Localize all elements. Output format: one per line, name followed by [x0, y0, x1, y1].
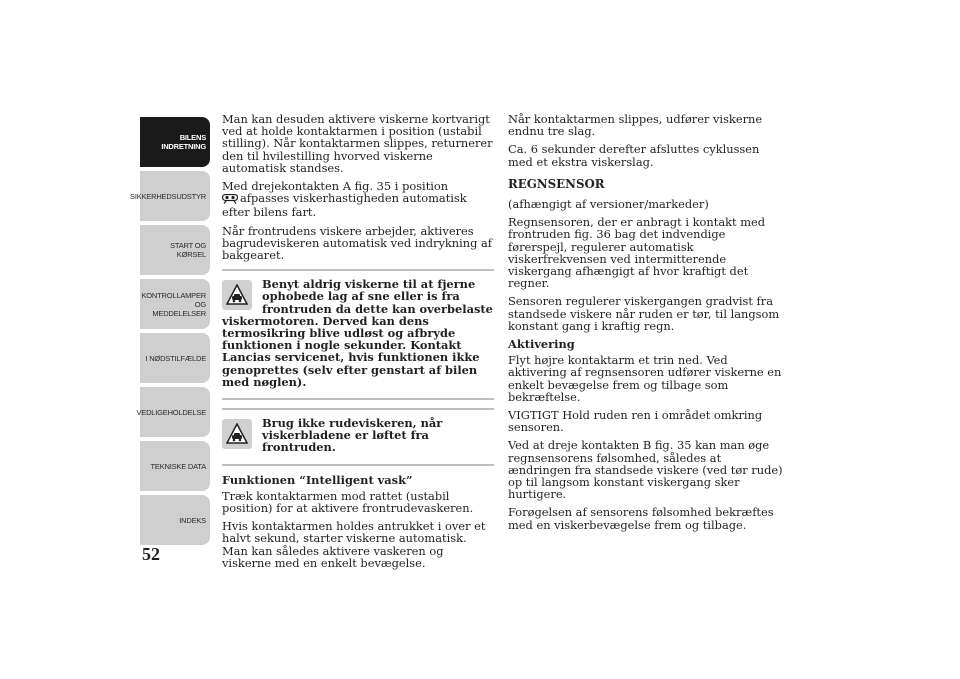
left-column: [222, 113, 494, 575]
chapter-sidebar: [130, 117, 210, 549]
tab-i-nodstilfaelde[interactable]: [140, 333, 210, 383]
paragraph: Forøgelsen af sensorens følsomhed bekræftes med en viskerbevægelse frem og tilbage.: [508, 505, 774, 532]
paragraph: [222, 180, 494, 219]
tab-label: START OG KØRSEL: [170, 241, 206, 259]
tab-tekniske-data[interactable]: [140, 441, 210, 491]
tab-label: KONTROLLAMPER OG MEDDELELSER: [141, 290, 206, 318]
paragraph: Når frontrudens viskere arbejder, aktiveres bagrudeviskeren automatisk ved indrykning af bakgearet.: [222, 223, 493, 263]
tab-label: SIKKERHEDSUDSTYR: [130, 191, 206, 201]
paragraph: Ved at dreje kontakten B fig. 35 kan man øge regnsensorens følsomhed, således at ændringen fra standsede viskere (ved tør rude) op til langsom konstant viskergang sker hurtigere.: [508, 438, 783, 502]
paragraph: Træk kontaktarmen mod rattet (ustabil position) for at aktivere frontrudevaskeren.: [222, 488, 474, 516]
section-heading: REGNSENSOR: [508, 176, 605, 191]
subsection-heading: Aktivering: [508, 337, 575, 352]
paragraph: Sensoren regulerer viskergangen gradvist fra standsede viskere når ruden er tør, til langsom konstant gang i kraftig regn.: [508, 294, 780, 333]
paragraph: VIGTIGT Hold ruden ren i området omkring sensoren.: [508, 408, 763, 435]
paragraph: Regnsensoren, der er anbragt i kontakt med frontruden fig. 36 bag det indvendige førerspejl, regulerer automatisk viskerfrekvensen ved intermitterende viskergang afhængigt af hvor kraftigt det regner.: [508, 215, 766, 291]
tab-indeks[interactable]: [140, 495, 210, 545]
tab-label: TEKNISKE DATA: [150, 461, 206, 471]
tab-label: BILENS INDRETNING: [161, 133, 206, 151]
tab-kontrollamper[interactable]: [140, 279, 210, 329]
tab-bilens-indretning[interactable]: [140, 117, 210, 167]
paragraph: Ca. 6 sekunder derefter afsluttes cyklussen med et ekstra viskerslag.: [508, 142, 760, 169]
warning-text: Benyt aldrig viskerne til at fjerne ophobede lag af sne eller is fra frontruden da dette kan overbelaste viskermotoren. Derved kan dens termosikring blive udløst og afbryde funktionen i nogle sekunder. Kontakt Lancias servicenet, hvis funktionen ikke genoprettes (selv efter genstart af bilen med nøglen).: [222, 277, 493, 389]
tab-vedligeholdelse[interactable]: [136, 387, 210, 437]
paragraph-text: Med drejekontakten A fig. 35 i position: [222, 179, 449, 194]
paragraph: Flyt højre kontaktarm et trin ned. Ved aktivering af regnsensoren udfører viskerne en enkelt bevægelse frem og tilbage som bekræftelse.: [508, 353, 782, 404]
paragraph: Hvis kontaktarmen holdes antrukket i over et halvt sekund, starter viskerne automatisk. Man kan således aktivere vaskeren og viskerne med en enkelt bevægelse.: [222, 519, 486, 570]
section-heading: Funktionen “Intelligent vask”: [222, 472, 413, 487]
right-column: [508, 113, 786, 537]
warning-text: Brug ikke rudeviskeren, når viskerbladene er løftet fra frontruden.: [262, 416, 443, 455]
warning-box: [222, 408, 494, 466]
paragraph: Man kan desuden aktivere viskerne kortvarigt ved at holde kontaktarmen i position (ustabil stilling). Når kontaktarmen slippes, returnerer den til hvilestilling hvorved viskerne automatisk standses.: [222, 112, 493, 175]
tab-label: I NØDSTILFÆLDE: [145, 353, 206, 363]
tab-label: INDEKS: [179, 515, 206, 525]
paragraph: Når kontaktarmen slippes, udfører viskerne endnu tre slag.: [508, 112, 763, 139]
page-number: 52: [142, 544, 160, 564]
tab-start-og-korsel[interactable]: [140, 225, 210, 275]
warning-box: [222, 269, 494, 400]
paragraph-text: afpasses viskerhastigheden automatisk efter bilens fart.: [222, 191, 467, 220]
paragraph: (afhængigt af versioner/markeder): [508, 197, 709, 212]
warning-triangle-icon: [222, 280, 252, 310]
tab-label: VEDLIGEHOLDELSE: [136, 407, 206, 417]
tab-sikkerhedsudstyr[interactable]: [130, 171, 210, 221]
warning-triangle-icon: [222, 419, 252, 449]
